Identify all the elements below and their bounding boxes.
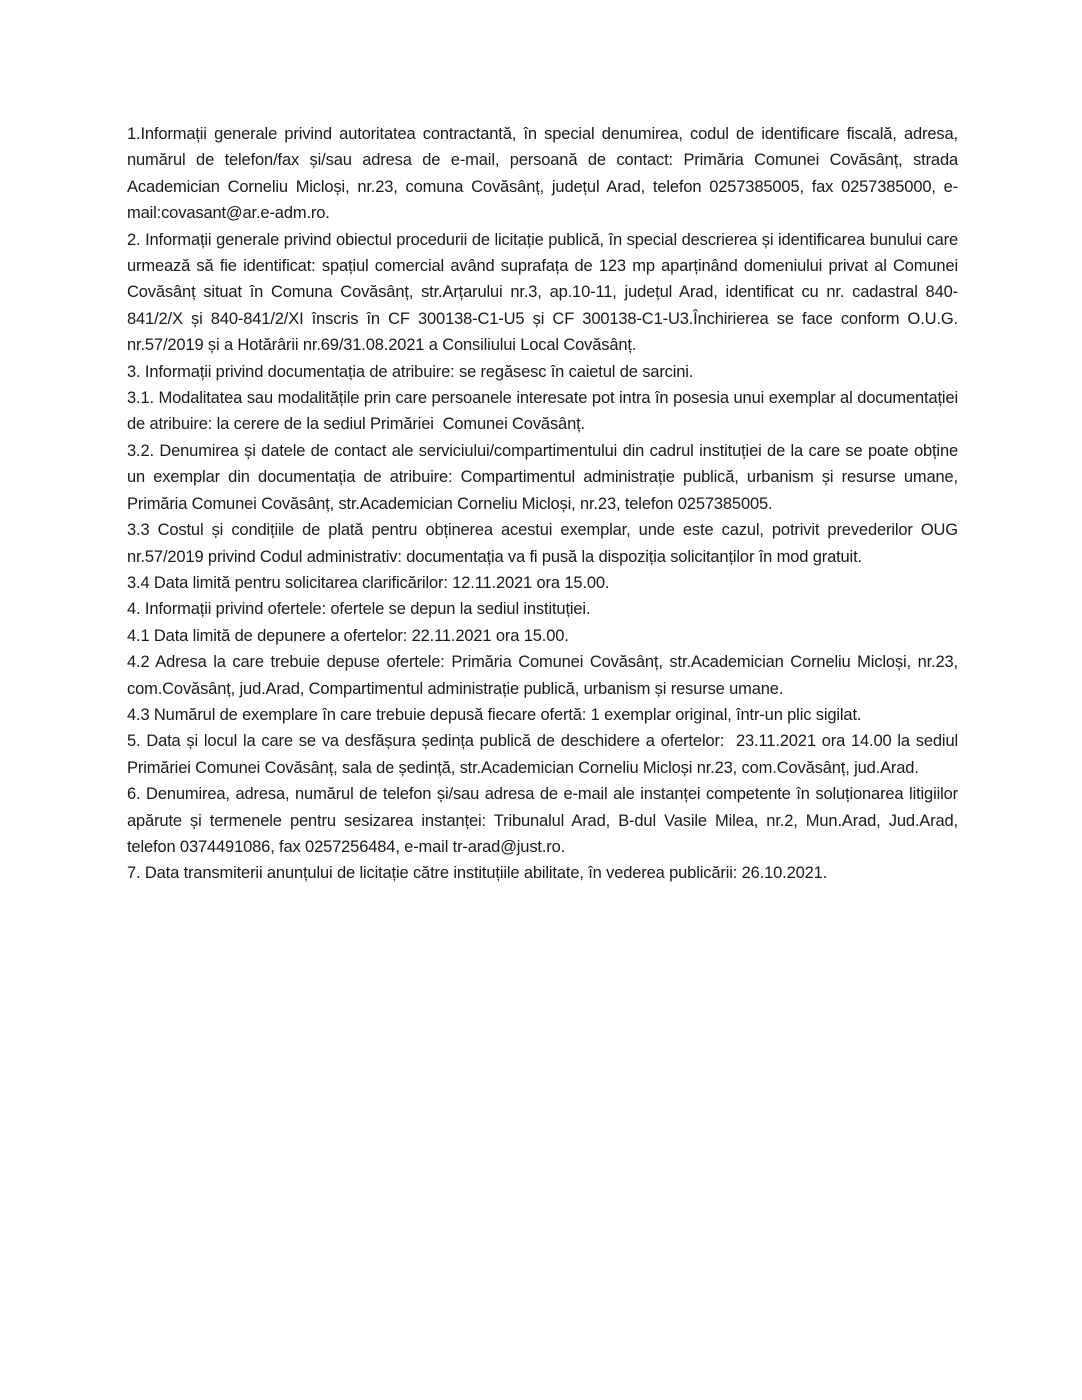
paragraph-4-1-data-limita-depunere: 4.1 Data limită de depunere a ofertelor: 22.11.2021 ora 15.00. xyxy=(127,626,569,645)
paragraph-3-3-cost-conditii-plata: 3.3 Costul și condițiile de plată pentru obținerea acestui exemplar, unde este cazul, potrivit prevederilor OUG nr.57/2019 privind Codul administrativ: documentația va fi pusă la dispoziția solicitanților în mod gratuit. xyxy=(127,521,963,566)
paragraph-4-3-numar-exemplare: 4.3 Numărul de exemplare în care trebuie depusă fiecare ofertă: 1 exemplar original, într-un plic sigilat. xyxy=(127,705,862,724)
paragraph-5-sedinta-deschidere: 5. Data și locul la care se va desfășura ședința publică de deschidere a ofertelor: 23.11.2021 ora 14.00 la sediul Primăriei Comunei Covăsânț, sala de ședință, str.Academician Corneliu Micloși nr.23, com.Covăsânț, jud.Arad. xyxy=(127,732,963,777)
paragraph-4-2-adresa-depunere: 4.2 Adresa la care trebuie depuse ofertele: Primăria Comunei Covăsânț, str.Academician Corneliu Micloși, nr.23, com.Covăsânț, jud.Arad, Compartimentul administrație publică, urbanism și resurse umane. xyxy=(127,653,963,698)
document-text-block xyxy=(127,121,963,887)
paragraph-6-instanta-competenta: 6. Denumirea, adresa, numărul de telefon și/sau adresa de e-mail ale instanței competente în soluționarea litigiilor apărute și termenele pentru sesizarea instanței: Tribunalul Arad, B-dul Vasile Milea, nr.2, Mun.Arad, Jud.Arad, telefon 0374491086, fax 0257256484, e-mail tr-arad@just.ro. xyxy=(127,785,963,856)
paragraph-2-obiect-procedura: 2. Informații generale privind obiectul procedurii de licitație publică, în special descrierea și identificarea bunului care urmează să fie identificat: spațiul comercial având suprafața de 123 mp aparținând domeniului privat al Comunei Covăsânț situat în Comuna Covăsânț, str.Arțarului nr.3, ap.10-11, județul Arad, identificat cu nr. cadastral 840-841/2/X și 840-841/2/XI înscris în CF 300138-C1-U5 și CF 300138-C1-U3.Închirierea se face conform O.U.G. nr.57/2019 și a Hotărârii nr.69/31.08.2021 a Consiliului Local Covăsânț. xyxy=(127,230,963,355)
paragraph-4-informatii-oferte: 4. Informații privind ofertele: ofertele se depun la sediul instituției. xyxy=(127,600,591,619)
paragraph-3-1-modalitate-exemplar: 3.1. Modalitatea sau modalitățile prin care persoanele interesate pot intra în posesia unui exemplar al documentației de atribuire: la cerere de la sediul Primăriei Comunei Covăsânț. xyxy=(127,389,963,434)
paragraph-3-documentatie-atribuire: 3. Informații privind documentația de atribuire: se regăsesc în caietul de sarcini. xyxy=(127,362,694,381)
paragraph-7-data-transmitere-anunt: 7. Data transmiterii anunțului de licitație către instituțiile abilitate, în vederea publicării: 26.10.2021. xyxy=(127,864,828,883)
paragraph-3-4-data-limita-clarificari: 3.4 Data limită pentru solicitarea clarificărilor: 12.11.2021 ora 15.00. xyxy=(127,573,610,592)
paragraph-1-autoritate-contractanta: 1.Informații generale privind autoritatea contractantă, în special denumirea, codul de identificare fiscală, adresa, numărul de telefon/fax și/sau adresa de e-mail, persoană de contact: Primăria Comunei Covăsânț, strada Academician Corneliu Micloși, nr.23, comuna Covăsânț, județul Arad, telefon 0257385005, fax 0257385000, e-mail:covasant@ar.e-adm.ro. xyxy=(127,125,963,223)
paragraph-3-2-date-contact-serviciu: 3.2. Denumirea și datele de contact ale serviciului/compartimentului din cadrul instituției de la care se poate obține un exemplar din documentația de atribuire: Compartimentul administrație publică, urbanism și resurse umane, Primăria Comunei Covăsânț, str.Academician Corneliu Micloși, nr.23, telefon 0257385005. xyxy=(127,441,963,513)
